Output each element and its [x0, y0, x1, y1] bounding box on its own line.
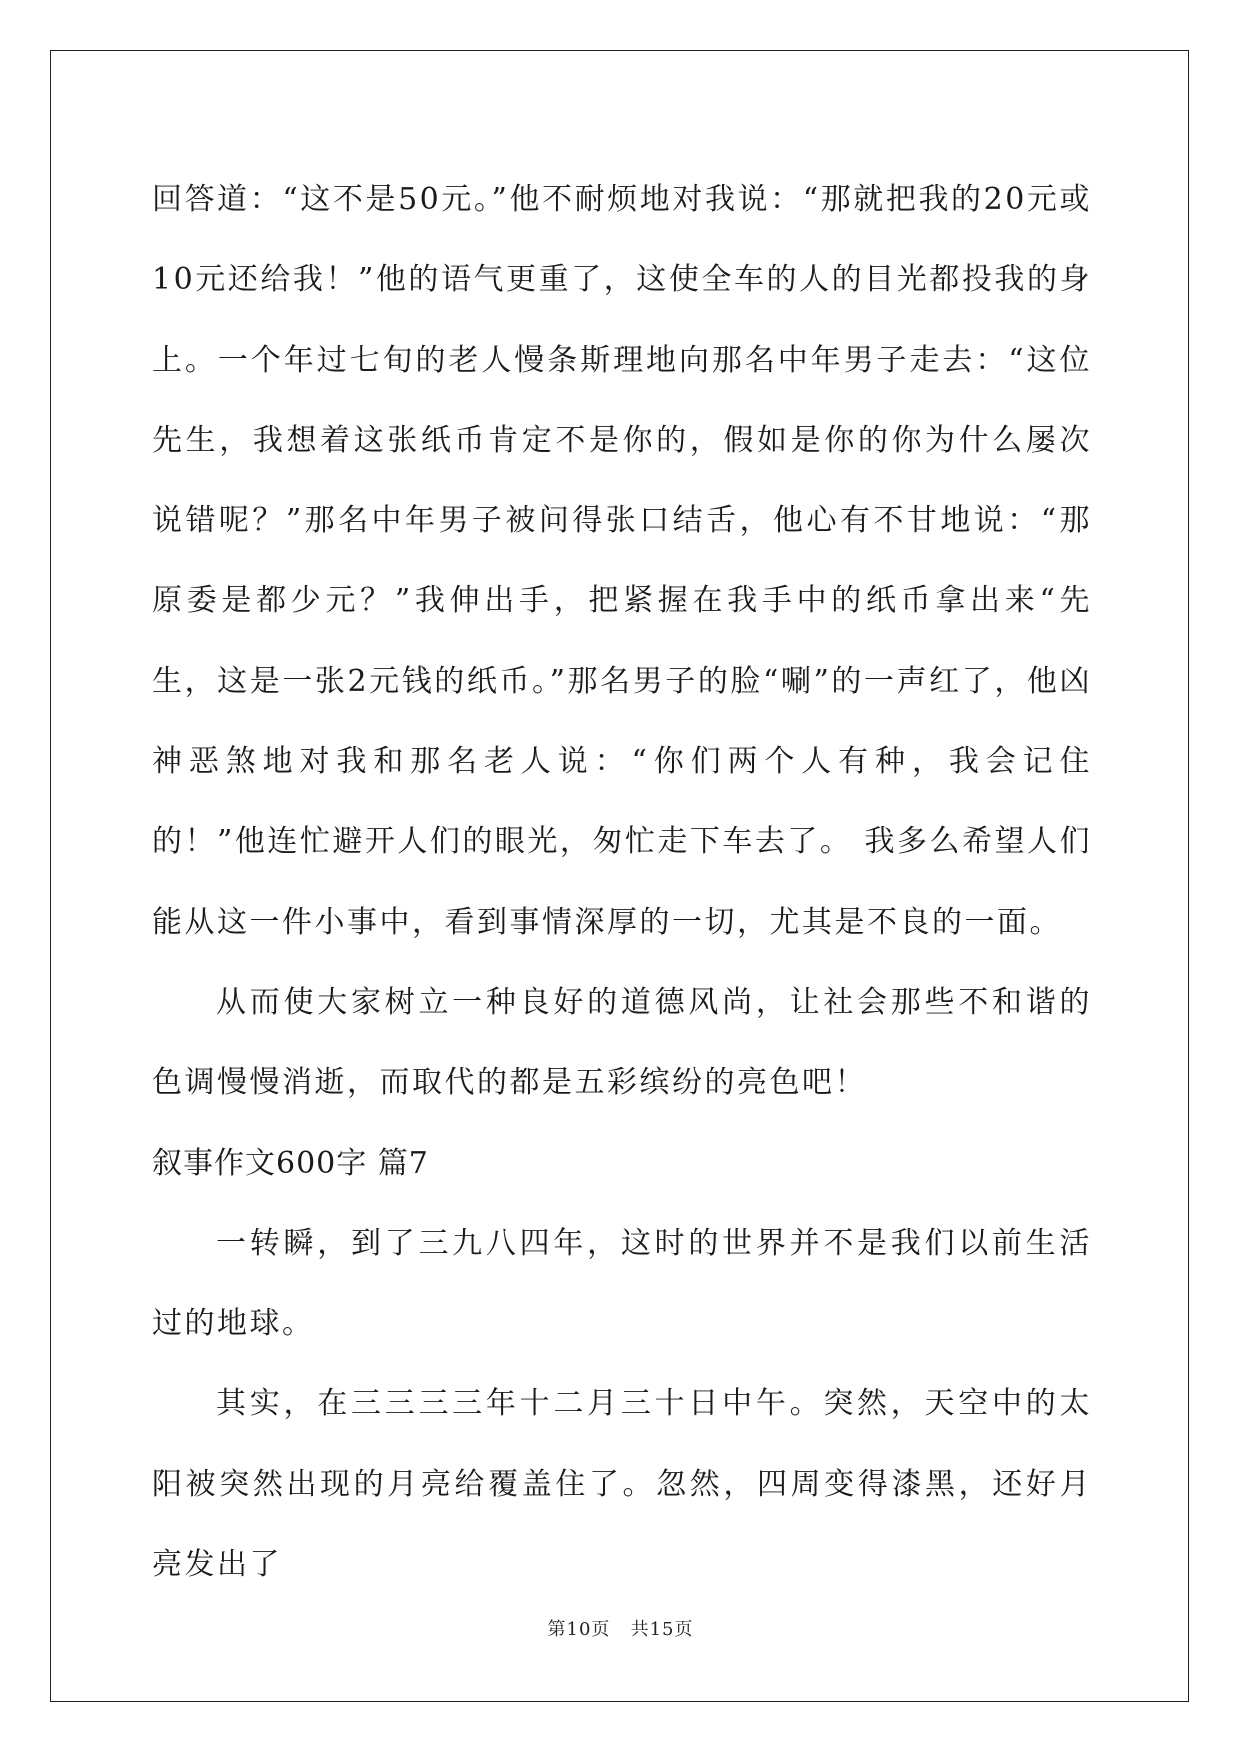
- page-footer: [0, 1615, 1241, 1641]
- body-paragraph: 回答道：“这不是50元。”他不耐烦地对我说：“那就把我的20元或10元还给我！”他的语气更重了，这使全车的人的目光都投我的身上。一个年过七旬的老人慢条斯理地向那名中年男子走去：“这位先生，我想着这张纸币肯定不是你的，假如是你的你为什么屡次说错呢？”那名中年男子被问得张口结舌，他心有不甘地说：“那原委是都少元？”我伸出手，把紧握在我手中的纸币拿出来“先生，这是一张2元钱的纸币。”那名男子的脸“唰”的一声红了，他凶神恶煞地对我和那名老人说：“你们两个人有种，我会记住的！”他连忙避开人们的眼光，匆忙走下车去了。 我多么希望人们能从这一件小事中，看到事情深厚的一切，尤其是不良的一面。: [152, 182, 1092, 940]
- body-paragraph: 其实，在三三三三年十二月三十日中午。突然，天空中的太阳被突然出现的月亮给覆盖住了。忽然，四周变得漆黑，还好月亮发出了: [152, 1386, 1092, 1583]
- body-paragraph: 从而使大家树立一种良好的道德风尚，让社会那些不和谐的色调慢慢消逝，而取代的都是五彩缤纷的亮色吧！: [152, 984, 1092, 1101]
- document-body: [152, 160, 1092, 1605]
- page-total: 共15页: [630, 1619, 694, 1640]
- body-paragraph: 一转瞬，到了三九八四年，这时的世界并不是我们以前生活过的地球。: [152, 1225, 1092, 1342]
- page-number: 第10页: [547, 1619, 611, 1640]
- section-heading: 叙事作文600字 篇7: [152, 1145, 429, 1181]
